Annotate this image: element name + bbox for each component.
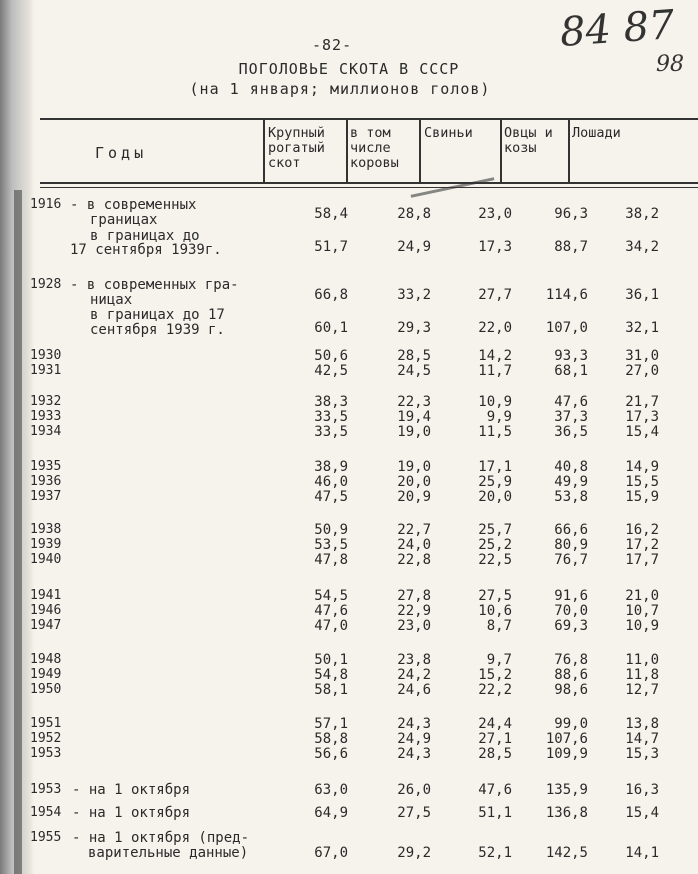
cell-value: 70,0	[554, 603, 588, 619]
row-year: 1947	[30, 618, 62, 633]
cell-value: 15,4	[625, 424, 659, 440]
cell-value: 50,6	[314, 348, 348, 364]
table-row	[30, 603, 690, 619]
cell-value: 25,9	[478, 474, 512, 490]
cell-value: 31,0	[625, 348, 659, 364]
cell-value: 47,6	[554, 394, 588, 410]
cell-value: 50,1	[314, 652, 348, 668]
cell-value: 47,8	[314, 552, 348, 568]
cell-value: 10,9	[478, 394, 512, 410]
table-row	[30, 409, 690, 425]
cell-value: 69,3	[554, 618, 588, 634]
cell-value: 15,5	[625, 474, 659, 490]
header-horses: Лошади	[572, 125, 621, 141]
row-year: 1933	[30, 409, 62, 424]
cell-value: 12,7	[625, 682, 659, 698]
cell-value: 40,8	[554, 459, 588, 475]
binding-shadow	[14, 190, 22, 874]
cell-value: 21,7	[625, 394, 659, 410]
cell-value: 22,3	[397, 394, 431, 410]
row-year: 1950	[30, 682, 62, 697]
cell-value: 28,5	[478, 746, 512, 762]
row-year: 1930	[30, 348, 62, 363]
cell-value: 14,9	[625, 459, 659, 475]
cell-value: 107,6	[545, 731, 588, 747]
cell-value: 10,7	[625, 603, 659, 619]
cell-value: 8,7	[486, 618, 512, 634]
row-year: 1935	[30, 459, 62, 474]
cell-value: 33,5	[314, 424, 348, 440]
row-year: 1955	[30, 830, 62, 845]
cell-value: 19,4	[397, 409, 431, 425]
cell-value: 14,7	[625, 731, 659, 747]
table-row	[30, 588, 690, 604]
row-label: в границах до 17	[90, 307, 225, 323]
cell-value: 17,1	[478, 459, 512, 475]
row-year: 1951	[30, 716, 62, 731]
header-top-rule	[40, 118, 698, 120]
row-year: 1954	[30, 805, 62, 820]
table-row	[30, 459, 690, 475]
cell-value: 17,2	[625, 537, 659, 553]
row-year: 1941	[30, 588, 62, 603]
cell-value: 19,0	[397, 424, 431, 440]
cell-value: 68,1	[554, 363, 588, 379]
row-year: 1932	[30, 394, 62, 409]
cell-value: 24,3	[397, 746, 431, 762]
cell-value: 46,0	[314, 474, 348, 490]
cell-value: 88,6	[554, 667, 588, 683]
table-row	[30, 363, 690, 379]
cell-value: 15,2	[478, 667, 512, 683]
table-row	[30, 394, 690, 410]
cell-value: 50,9	[314, 522, 348, 538]
cell-value: 24,4	[478, 716, 512, 732]
cell-value: 53,8	[554, 489, 588, 505]
table-row	[30, 667, 690, 683]
cell-value: 25,2	[478, 537, 512, 553]
header-cattle: Крупный рогатый скот	[268, 125, 325, 171]
column-divider	[500, 118, 502, 184]
row-year: 1953	[30, 782, 62, 797]
cell-value: 11,0	[625, 652, 659, 668]
handwritten-annotation: 84 87	[558, 2, 676, 56]
header-cows: в том числе коровы	[350, 125, 399, 171]
cell-value: 47,6	[314, 603, 348, 619]
table-row	[30, 746, 690, 762]
header-sheep: Овцы и козы	[504, 125, 553, 156]
row-label: - в современных гра-	[70, 277, 239, 293]
row-year: 1940	[30, 552, 62, 567]
column-divider	[346, 118, 348, 184]
cell-value: 21,0	[625, 588, 659, 604]
table-row	[30, 652, 690, 668]
row-label: в границах до	[90, 228, 200, 244]
table-row	[30, 474, 690, 490]
table-row: 51,7 24,9 17,3 88,7 34,2	[314, 239, 659, 255]
cell-value: 15,9	[625, 489, 659, 505]
table-row: 58,4 28,8 23,0 96,3 38,2	[314, 206, 659, 222]
cell-value: 27,0	[625, 363, 659, 379]
row-year: 1928	[30, 277, 62, 292]
table-row	[30, 522, 690, 538]
cell-value: 53,5	[314, 537, 348, 553]
table-row	[30, 489, 690, 505]
cell-value: 24,0	[397, 537, 431, 553]
table-row	[30, 424, 690, 440]
cell-value: 36,5	[554, 424, 588, 440]
cell-value: 66,6	[554, 522, 588, 538]
cell-value: 58,8	[314, 731, 348, 747]
header-bottom-rule	[40, 182, 698, 184]
cell-value: 9,9	[486, 409, 512, 425]
header-pigs: Свиньи	[424, 125, 473, 141]
cell-value: 27,5	[478, 588, 512, 604]
cell-value: 93,3	[554, 348, 588, 364]
row-year: 1938	[30, 522, 62, 537]
cell-value: 24,2	[397, 667, 431, 683]
cell-value: 54,8	[314, 667, 348, 683]
cell-value: 54,5	[314, 588, 348, 604]
row-year: 1953	[30, 746, 62, 761]
row-label: - на 1 октября (пред-	[72, 830, 250, 846]
cell-value: 37,3	[554, 409, 588, 425]
cell-value: 47,0	[314, 618, 348, 634]
handwritten-annotation-sub: 98	[656, 52, 684, 77]
table-row	[30, 716, 690, 732]
cell-value: 47,5	[314, 489, 348, 505]
cell-value: 99,0	[554, 716, 588, 732]
cell-value: 38,9	[314, 459, 348, 475]
cell-value: 91,6	[554, 588, 588, 604]
cell-value: 24,9	[397, 731, 431, 747]
cell-value: 19,0	[397, 459, 431, 475]
table-row: 60,1 29,3 22,0 107,0 32,1	[314, 320, 659, 336]
cell-value: 14,2	[478, 348, 512, 364]
cell-value: 22,9	[397, 603, 431, 619]
table-row: 66,8 33,2 27,7 114,6 36,1	[314, 287, 659, 303]
column-divider	[263, 118, 265, 184]
table-row	[30, 682, 690, 698]
cell-value: 13,8	[625, 716, 659, 732]
table-row	[30, 348, 690, 364]
cell-value: 27,8	[397, 588, 431, 604]
cell-value: 23,0	[397, 618, 431, 634]
cell-value: 80,9	[554, 537, 588, 553]
table-title: ПОГОЛОВЬЕ СКОТА В СССР	[238, 60, 460, 78]
table-row: 64,9 27,5 51,1 136,8 15,4	[314, 805, 659, 821]
cell-value: 33,5	[314, 409, 348, 425]
header-bottom-rule-2	[40, 187, 698, 188]
cell-value: 23,8	[397, 652, 431, 668]
row-label: - на 1 октября	[72, 782, 191, 798]
row-year: 1916	[30, 197, 62, 212]
cell-value: 17,3	[625, 409, 659, 425]
cell-value: 20,9	[397, 489, 431, 505]
row-year: 1937	[30, 489, 62, 504]
cell-value: 98,6	[554, 682, 588, 698]
row-year: 1934	[30, 424, 62, 439]
cell-value: 20,0	[397, 474, 431, 490]
cell-value: 22,8	[397, 552, 431, 568]
cell-value: 24,5	[397, 363, 431, 379]
row-label: варительные данные)	[88, 845, 249, 861]
cell-value: 22,5	[478, 552, 512, 568]
cell-value: 24,6	[397, 682, 431, 698]
cell-value: 24,3	[397, 716, 431, 732]
cell-value: 15,3	[625, 746, 659, 762]
cell-value: 28,5	[397, 348, 431, 364]
cell-value: 57,1	[314, 716, 348, 732]
table-row	[30, 731, 690, 747]
cell-value: 16,2	[625, 522, 659, 538]
row-label: 17 сентября 1939г.	[70, 242, 222, 258]
cell-value: 9,7	[486, 652, 512, 668]
cell-value: 11,8	[625, 667, 659, 683]
cell-value: 11,5	[478, 424, 512, 440]
row-label: ницах	[90, 292, 133, 308]
table-row	[30, 618, 690, 634]
cell-value: 76,7	[554, 552, 588, 568]
header-years: Годы	[95, 144, 148, 162]
cell-value: 76,8	[554, 652, 588, 668]
row-label: - в современных	[70, 197, 197, 213]
row-year: 1948	[30, 652, 62, 667]
cell-value: 22,2	[478, 682, 512, 698]
table-row	[30, 552, 690, 568]
cell-value: 38,3	[314, 394, 348, 410]
cell-value: 17,7	[625, 552, 659, 568]
page-number: -82-	[312, 36, 353, 54]
column-divider	[568, 118, 570, 184]
column-divider	[419, 118, 421, 184]
table-row	[30, 537, 690, 553]
cell-value: 58,1	[314, 682, 348, 698]
row-year: 1936	[30, 474, 62, 489]
cell-value: 56,6	[314, 746, 348, 762]
row-label: границах	[90, 212, 158, 228]
cell-value: 10,6	[478, 603, 512, 619]
cell-value: 11,7	[478, 363, 512, 379]
row-year: 1949	[30, 667, 62, 682]
cell-value: 42,5	[314, 363, 348, 379]
row-year: 1939	[30, 537, 62, 552]
cell-value: 49,9	[554, 474, 588, 490]
row-label: - на 1 октября	[72, 805, 191, 821]
row-year: 1931	[30, 363, 62, 378]
cell-value: 25,7	[478, 522, 512, 538]
cell-value: 20,0	[478, 489, 512, 505]
row-label: сентября 1939 г.	[90, 322, 225, 338]
cell-value: 109,9	[545, 746, 588, 762]
cell-value: 27,1	[478, 731, 512, 747]
table-row: 67,0 29,2 52,1 142,5 14,1	[314, 845, 659, 861]
row-year: 1946	[30, 603, 62, 618]
table-row: 63,0 26,0 47,6 135,9 16,3	[314, 782, 659, 798]
table-subtitle: (на 1 января; миллионов голов)	[189, 80, 491, 98]
cell-value: 22,7	[397, 522, 431, 538]
row-year: 1952	[30, 731, 62, 746]
cell-value: 10,9	[625, 618, 659, 634]
